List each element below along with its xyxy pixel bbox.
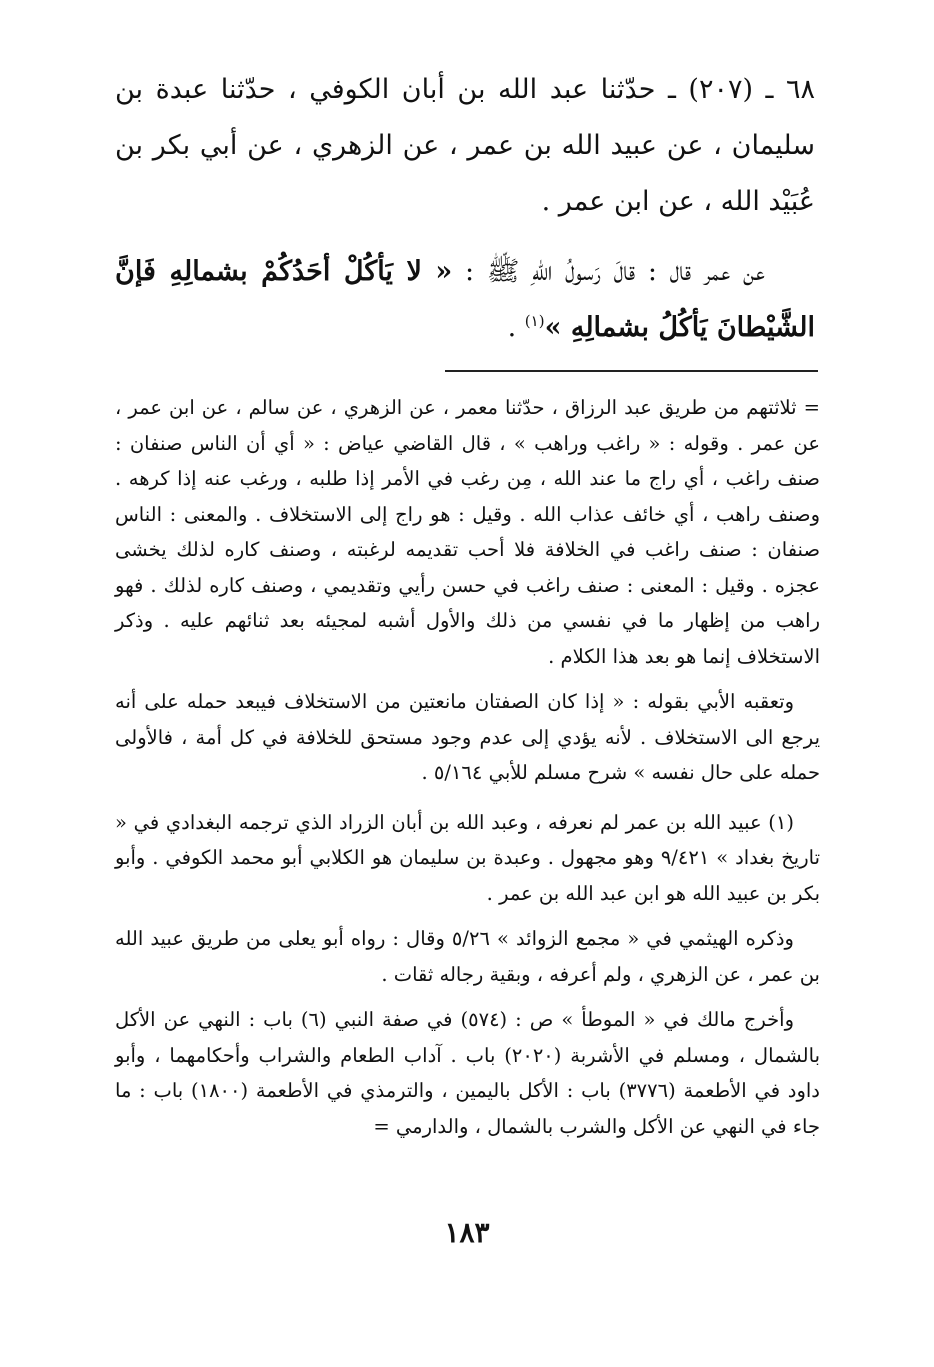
hadith-chain: ٦٨ ـ (٢٠٧) ـ حدّثنا عبد الله بن أبان الكوفي ، حدّثنا عبدة بن سليمان ، عن عبيد الله بن عمر ، عن الزهري ، عن أبي بكر بن عُبَيْد الله ، عن ابن عمر . <box>115 74 816 217</box>
footnote-ref-mark: (١) <box>524 312 545 330</box>
hadith-text-intro: عن عمر قال : قالَ رَسولُ اللّهِ ﷺ : <box>465 256 765 287</box>
footnotes-block <box>115 390 820 1154</box>
footnote-divider <box>445 370 818 372</box>
hadith-quote: « لا يَأكُلْ أحَدُكُمْ بشمالِهِ فَإنَّ الشَّيْطانَ يَأكُلُ بشمالِهِ » <box>115 256 815 343</box>
footnote-continuation: = ثلاثتهم من طريق عبد الرزاق ، حدّثنا معمر ، عن الزهري ، عن سالم ، عن ابن عمر ، عن عمر . وقوله : « راغب وراهب » ، قال القاضي عياض : « أي أن الناس صنفان : صنف راغب ، أي راج ما عند الله ، مِن رغب في الأمر إذا طلبه ، ورغب عنه إذا كرهه . وصنف راهب ، أي خائف عذاب الله . وقيل : هو راج إلى الاستخلاف . والمعنى : الناس صنفان : صنف راغب في الخلافة فلا أحب تقديمه لرغبته ، وصنف كاره لذلك يخشى عجزه . وقيل : المعنى : صنف راغب في حسن رأيي وتقديمي ، وصنف كاره لذلك . فهو راهب من إظهار ما في نفسي من ذلك والأول أشبه لمجيئه بعد ثنائهم عليه . وذكر الاستخلاف إنما هو بعد هذا الكلام . <box>115 396 820 668</box>
hadith-end-mark: . <box>507 312 525 343</box>
footnote-paragraph: وأخرج مالك في « الموطأ » ص : (٥٧٤) في صفة النبي (٦) باب : النهي عن الأكل بالشمال ، ومسلم في الأشربة (٢٠٢٠) باب . آداب الطعام والشراب وأحكامهما ، وأبو داود في الأطعمة (٣٧٧٦) باب : الأكل باليمين ، والترمذي في الأطعمة (١٨٠٠) باب : ما جاء في النهي عن الأكل والشرب بالشمال ، والدارمي = <box>115 1008 820 1138</box>
footnote-paragraph: وتعقبه الأبي بقوله : « إذا كان الصفتان مانعتين من الاستخلاف فيبعد حمله على أنه يرجع الى الاستخلاف . لأنه يؤدي إلى عدم وجود مستحق للخلافة في كل أمة ، فالأولى حمله على حال نفسه » شرح مسلم للأبي ٥/١٦٤ . <box>115 690 820 784</box>
hadith-block <box>115 62 815 356</box>
footnote-paragraph: وذكره الهيثمي في « مجمع الزوائد » ٥/٢٦ وقال : رواه أبو يعلى من طريق عبيد الله بن عمر ، عن الزهري ، ولم أعرفه ، وبقية رجاله ثقات . <box>115 927 820 986</box>
footnote-1: (١) عبيد الله بن عمر لم نعرفه ، وعبد الله بن أبان الزراد الذي ترجمه البغدادي في « تاريخ بغداد » ٩/٤٢١ وهو مجهول . وعبدة بن سليمان هو الكلابي أبو محمد الكوفي . وأبو بكر بن عبيد الله هو ابن عبد الله بن عمر . <box>115 810 821 905</box>
page-number: ١٨٣ <box>444 1216 490 1249</box>
hadith-text <box>115 244 815 356</box>
